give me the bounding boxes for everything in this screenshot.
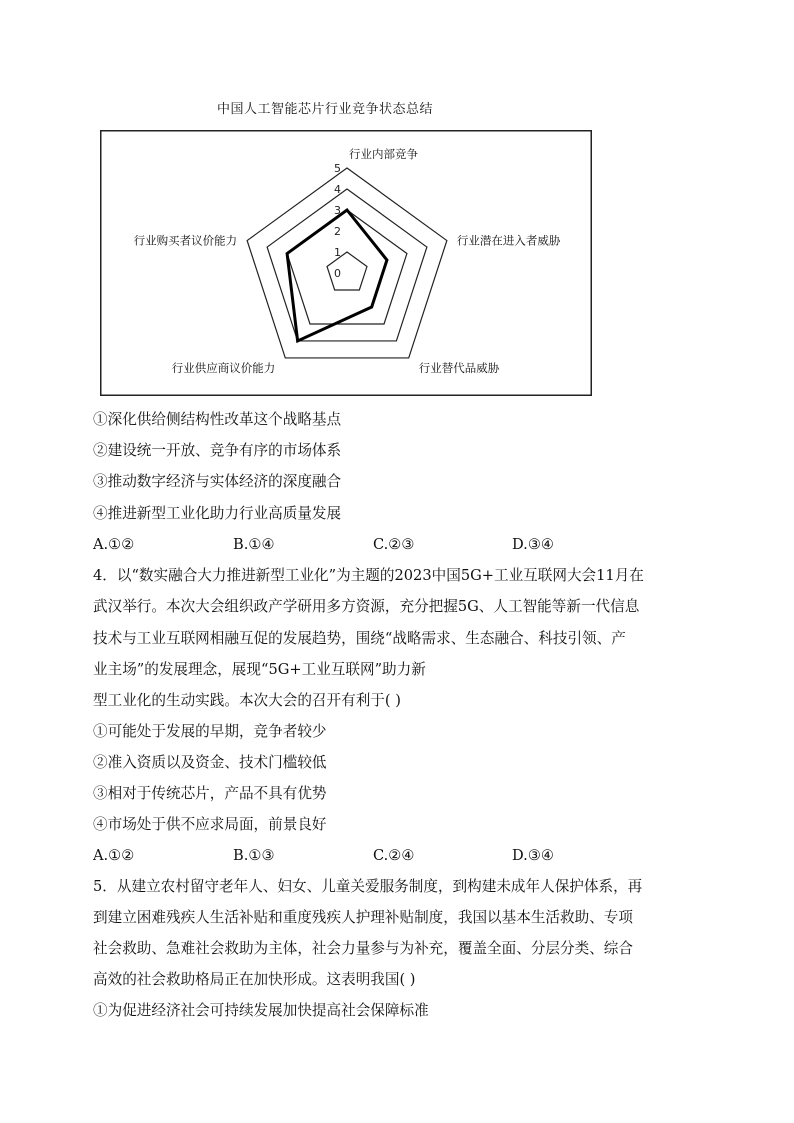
q4-stem-line-3: 技术与工业互联网相融互促的发展趋势，围绕“战略需求、生态融合、科技引领、产 (93, 630, 626, 647)
chart-border (101, 131, 592, 396)
q3-option-b[interactable]: B.①④ (233, 536, 275, 553)
q4-option-b[interactable]: B.①③ (233, 847, 275, 864)
q3-statement-2: ②建设统一开放、竞争有序的市场体系 (93, 442, 342, 459)
q5-statement-1: ①为促进经济社会可持续发展加快提高社会保障标准 (93, 1002, 429, 1019)
radar-scale-label: 1 (334, 246, 341, 259)
q5-stem-line-2: 到建立困难残疾人生活补贴和重度残疾人护理补贴制度，我国以基本生活救助、专项 (93, 909, 633, 926)
q4-stem-line-5: 型工业化的生动实践。本次大会的召开有利于( ) (93, 692, 401, 709)
q4-stem-line-2: 武汉举行。本次大会组织政产学研用多方资源，充分把握5G、人工智能等新一代信息 (93, 598, 640, 615)
radar-chart-svg (100, 130, 592, 396)
q3-statement-3: ③推动数字经济与实体经济的深度融合 (93, 473, 342, 490)
radar-scale-label: 5 (334, 162, 341, 175)
q5-stem-line-1: 5．从建立农村留守老年人、妇女、儿童关爱服务制度，到构建未成年人保护体系，再 (93, 878, 643, 895)
q3-statement-1: ①深化供给侧结构性改革这个战略基点 (93, 411, 342, 428)
q5-stem-line-3: 社会救助、急难社会救助为主体，社会力量参与为补充，覆盖全面、分层分类、综合 (93, 940, 633, 957)
q4-statement-2: ②准入资质以及资金、技术门槛较低 (93, 754, 327, 771)
radar-scale-label: 2 (334, 225, 341, 238)
q3-option-a[interactable]: A.①② (93, 536, 135, 553)
radar-axis-label: 行业内部竞争 (349, 147, 418, 161)
q4-stem-line-1: 4．以“数实融合大力推进新型工业化”为主题的2023中国5G+工业互联网大会11月在 (93, 567, 644, 584)
radar-scale-label: 4 (334, 183, 341, 196)
radar-grid-ring-5 (247, 168, 447, 358)
q4-option-d[interactable]: D.③④ (512, 847, 554, 864)
chart-title: 中国人工智能芯片行业竞争状态总结 (216, 102, 433, 117)
radar-scale-label: 3 (334, 204, 341, 217)
q4-statement-3: ③相对于传统芯片，产品不具有优势 (93, 785, 327, 802)
radar-grid-ring-3 (287, 210, 407, 324)
radar-axis-label: 行业购买者议价能力 (133, 233, 238, 248)
q4-statement-1: ①可能处于发展的早期，竞争者较少 (93, 723, 327, 740)
q4-option-c[interactable]: C.②④ (373, 847, 415, 864)
q4-statement-4: ④市场处于供不应求局面，前景良好 (93, 816, 327, 833)
q4-stem-line-4: 业主场”的发展理念，展现“5G+工业互联网”助力新 (93, 661, 426, 678)
q3-option-d[interactable]: D.③④ (512, 536, 554, 553)
radar-chart (100, 130, 592, 396)
q3-statement-4: ④推进新型工业化助力行业高质量发展 (93, 505, 342, 522)
radar-scale-label: 0 (334, 267, 341, 280)
radar-axis-label: 行业供应商议价能力 (171, 360, 276, 375)
radar-axis-label: 行业替代品威胁 (418, 360, 500, 375)
q3-option-c[interactable]: C.②③ (373, 536, 415, 553)
radar-axis-label: 行业潜在进入者威胁 (456, 233, 561, 248)
q5-stem-line-4: 高效的社会救助格局正在加快形成。这表明我国( ) (93, 971, 416, 988)
q4-option-a[interactable]: A.①② (93, 847, 135, 864)
